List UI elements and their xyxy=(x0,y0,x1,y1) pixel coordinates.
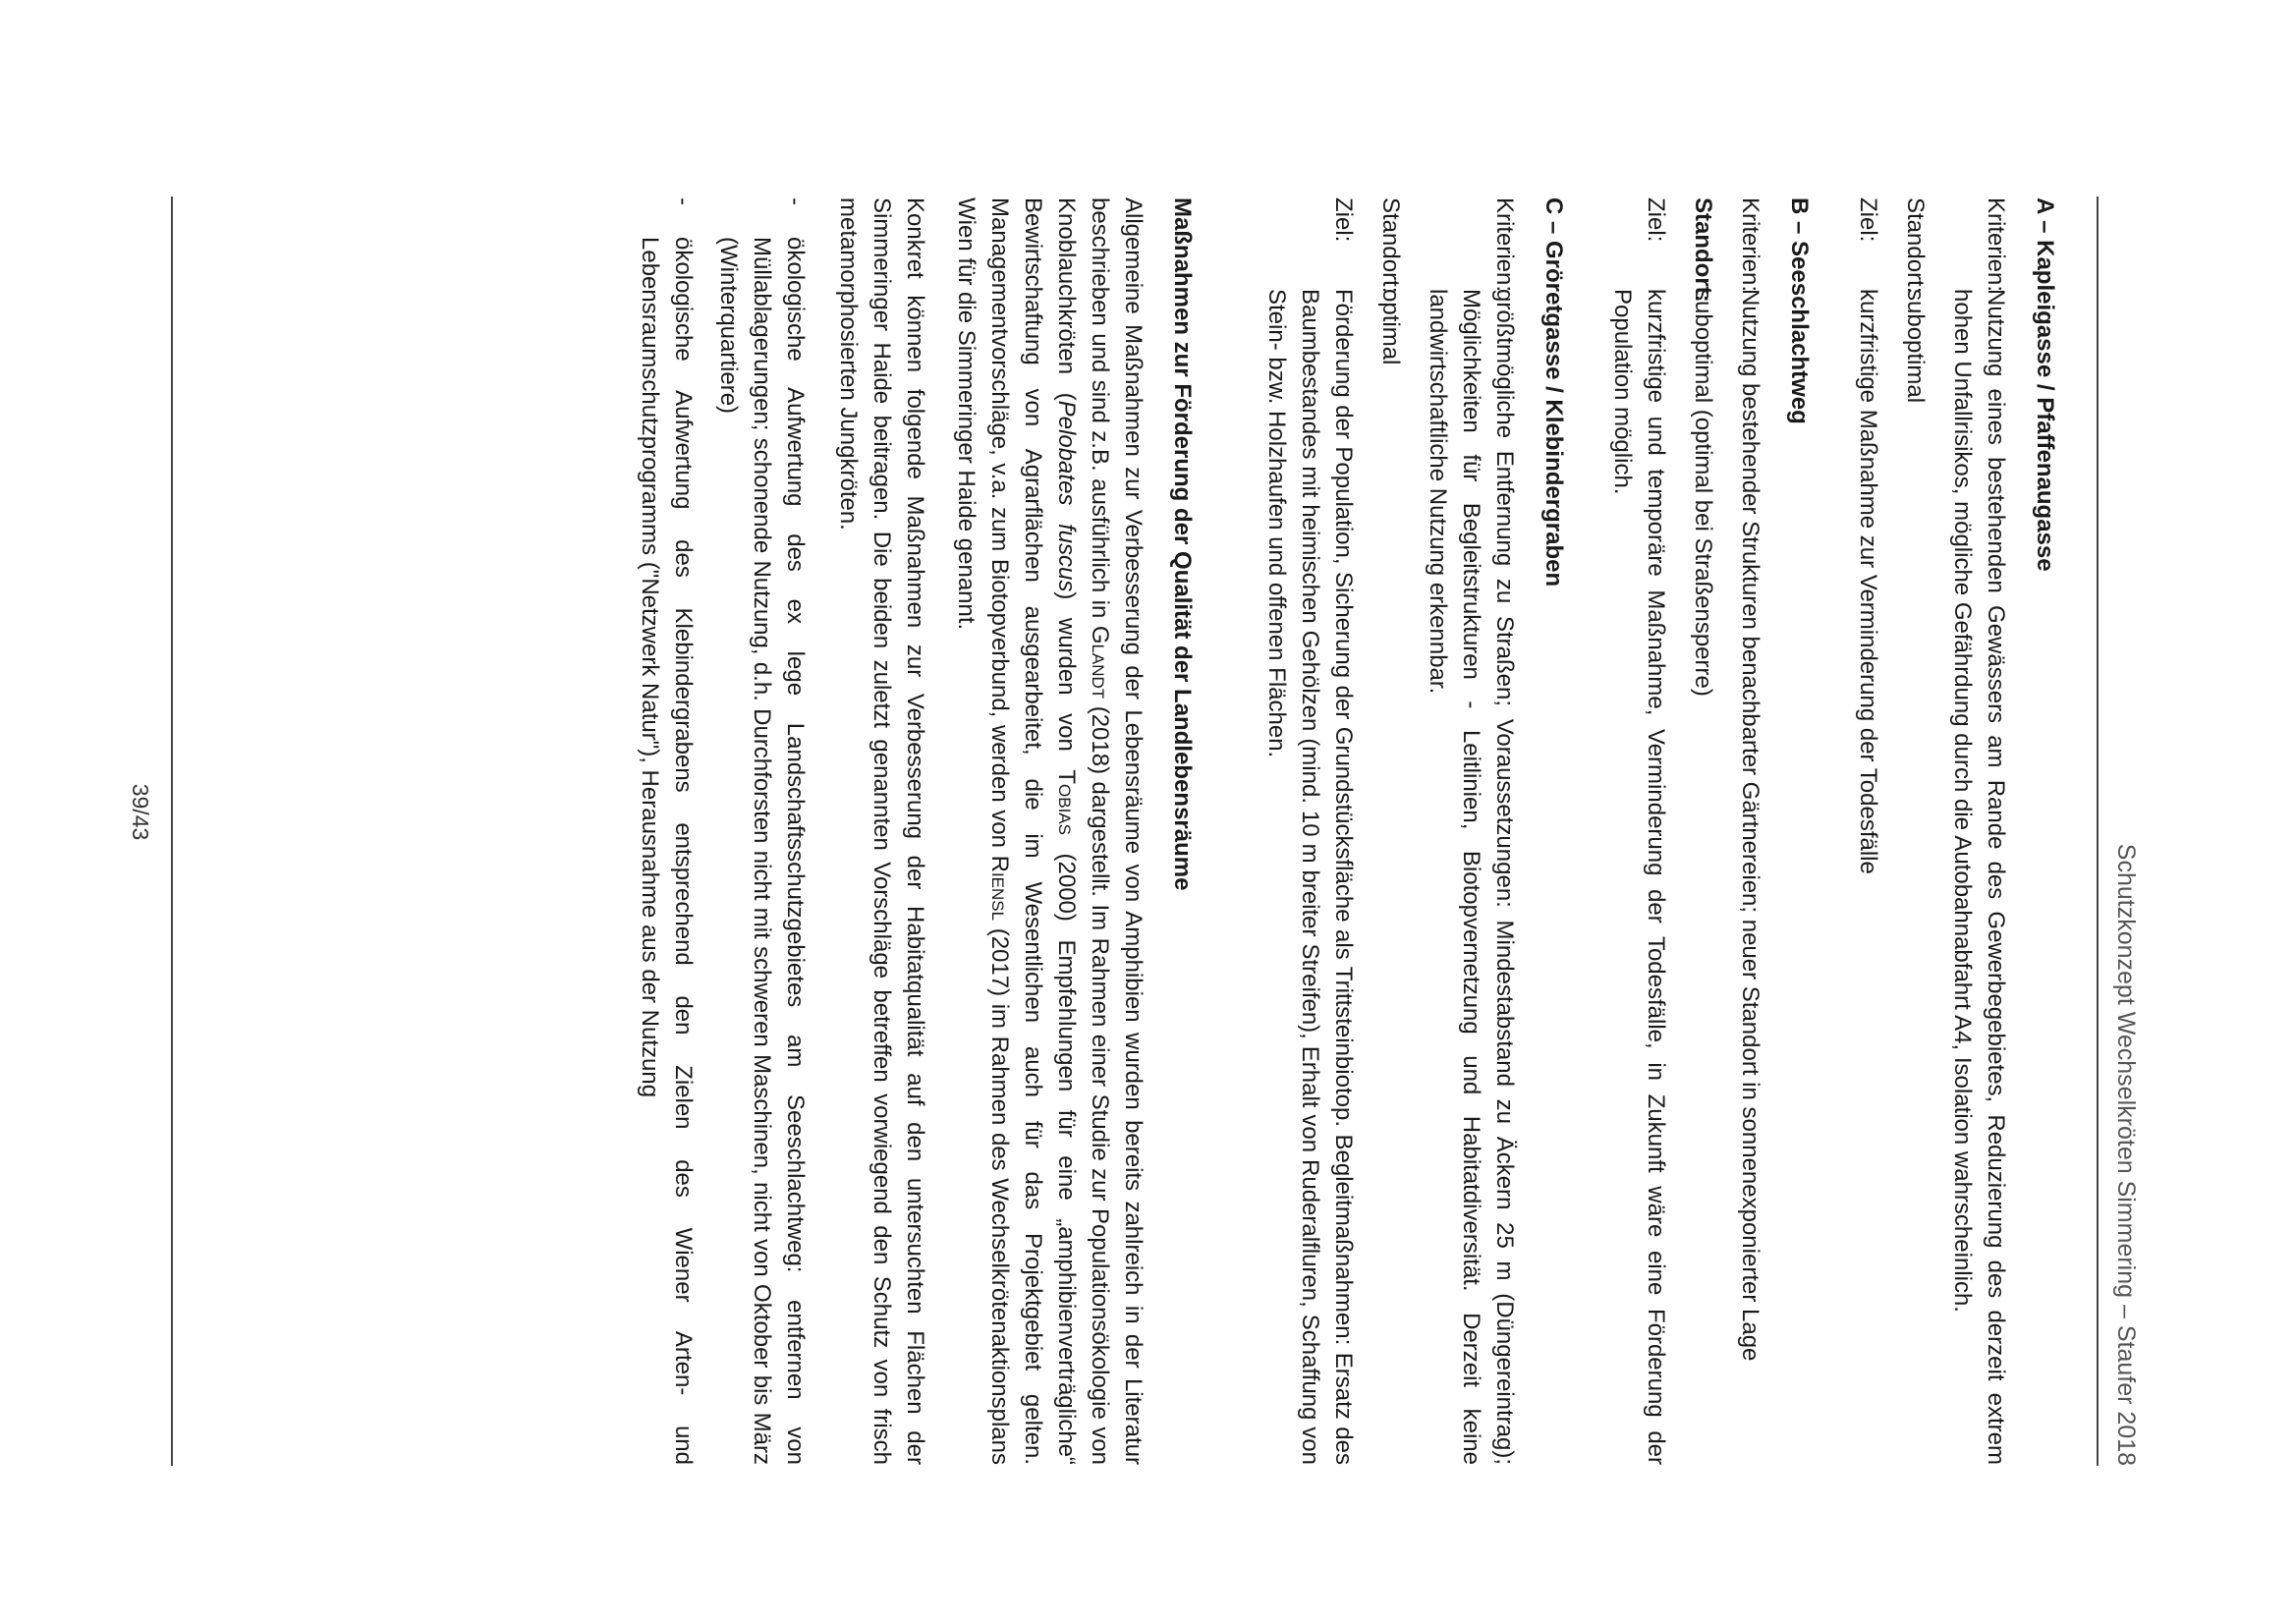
measures-paragraph-1 xyxy=(949,197,1149,1465)
text-run: (2017) im Rahmen des Wechselkrötenaktionsplans Wien für die Simmeringer Haide genannt. xyxy=(953,197,1013,1465)
entry-value: Nutzung eines bestehenden Gewässers am Rande des Gewerbegebietes, Reduzierung des derzeit extrem hohen Unfallrisikos, mögliche Gefährdung durch die Autobahnabfahrt A4, Isolation wahrscheinlich. xyxy=(1949,289,2009,1465)
text-run: Allgemeine Maßnahmen zur Verbesserung der Lebensräume von Amphibien wurden bereits zahlreich in der Literatur beschrieben und sind z.B. ausführlich in xyxy=(1087,197,1147,1465)
entry-value: größtmögliche Entfernung zu Straßen; Voraussetzungen: Mindestabstand zu Äckern 25 m (Düngereintrag); Möglichkeiten für Begleitstrukturen - Leitlinien, Biotopvernetzung und Habitatdiversität. Derzeit keine landwirtschaftliche Nutzung erkennbar. xyxy=(1425,289,1518,1465)
entry-label: Kriterien: xyxy=(1983,197,2009,293)
running-header: Schutzkonzept Wechselkröten Simmering – Staufer 2018 xyxy=(2112,843,2140,1466)
entry-label: Kriterien: xyxy=(1491,197,1518,293)
page-number: 39/43 xyxy=(128,783,153,841)
page-content xyxy=(633,197,2061,1465)
entry-label: Ziel: xyxy=(1855,197,1881,243)
text-run: (2000) Empfehlungen für eine „amphibienverträgliche“ Bewirtschaftung von Agrarflächen ausgearbeitet, die im Wesentlichen auch für das Projektgebiet gelten. Managementvorschläge, v.a. zum Biotopverbund, werden von xyxy=(986,197,1080,1466)
species-name: Pelobates fuscus xyxy=(1053,400,1080,592)
author-glandt: Glandt xyxy=(1087,625,1113,700)
measures-bullet-list xyxy=(633,197,812,1465)
entry-a-kriterien xyxy=(1945,197,2012,1465)
entry-label: Ziel: xyxy=(1330,197,1357,243)
entry-b-standort xyxy=(1686,197,1719,1465)
header-rule xyxy=(2097,196,2099,1466)
list-item xyxy=(633,197,700,1465)
entry-value: kurzfristige und temporäre Maßnahme, Verminderung der Todesfälle, in Zukunft wäre eine Förderung der Population möglich. xyxy=(1609,289,1669,1465)
entry-label: Standort: xyxy=(1377,197,1404,294)
entry-label: Standort: xyxy=(1690,197,1716,303)
text-run: ) wurden von xyxy=(1053,591,1080,770)
entry-value: Nutzung bestehender Strukturen benachbarter Gärtnereien; neuer Standort in sonnenexponierter Lage xyxy=(1737,289,1763,1362)
entry-value: suboptimal (optimal bei Straßensperre) xyxy=(1690,289,1716,697)
bullet-text: ökologische Aufwertung des Klebindergrabens entsprechend den Zielen des Wiener Arten- und Lebensraumschutzprogramms ("Netzwerk Natur"), Herausnahme aus der Nutzung xyxy=(637,237,697,1465)
measures-paragraph-2: Konkret können folgende Maßnahmen zur Verbesserung der Habitatqualität auf den untersuchten Flächen der Simmeringer Haide beitragen. Die beiden zuletzt genannten Vorschläge betreffen vorwiegend den Schutz von frisch metamorphosierten Jungkröten. xyxy=(835,197,928,1465)
entry-a-ziel xyxy=(1851,197,1884,1465)
bullet-text: ökologische Aufwertung des ex lege Landschaftsschutzgebietes am Seeschlachtweg: entfernen von Müllablagerungen; schonende Nutzung, d.h. Durchforsten nicht mit schweren Maschinen, nicht von Oktober bis März (Winterquartiere) xyxy=(715,237,809,1465)
entry-a-standort xyxy=(1898,197,1931,1465)
footer-rule xyxy=(171,196,173,1466)
entry-value: Förderung der Population, Sicherung der Grundstücksfläche als Trittsteinbiotop. Begleitmaßnahmen: Ersatz des Baumbestandes mit heimischen Gehölzen (mind. 10 m breiter Streifen), Erhalt von Ruderalfluren, Schaffung von Stein- bzw. Holzhaufen und offenen Flächen. xyxy=(1263,289,1357,1465)
author-tobias: Tobias xyxy=(1053,769,1080,835)
entry-label: Kriterien: xyxy=(1737,197,1763,293)
entry-c-ziel xyxy=(1259,197,1360,1465)
entry-label: Ziel: xyxy=(1643,197,1669,243)
bullet-marker: - xyxy=(782,197,809,205)
section-heading-c: C – Gröretgasse / Klebindergraben xyxy=(1540,197,1567,588)
author-riensl: Riensl xyxy=(986,855,1013,922)
entry-value: suboptimal xyxy=(1902,289,1929,404)
section-heading-measures: Maßnahmen zur Förderung der Qualität der Landlebensräume xyxy=(1169,197,1196,891)
bullet-marker: - xyxy=(670,197,697,205)
entry-b-ziel xyxy=(1605,197,1672,1465)
entry-c-kriterien xyxy=(1421,197,1521,1465)
entry-c-standort xyxy=(1373,197,1407,1465)
entry-value: kurzfristige Maßnahme zur Verminderung der Todesfälle xyxy=(1855,289,1881,874)
entry-b-kriterien xyxy=(1733,197,1766,1465)
entry-value: optimal xyxy=(1377,289,1404,365)
section-heading-b: B – Seeschlachtweg xyxy=(1786,197,1813,424)
entry-label: Standort: xyxy=(1902,197,1929,294)
text-run: (2018) dargestellt. Im Rahmen einer Studie zur Populationsökologie von Knoblauchkröten ( xyxy=(1053,197,1113,1465)
list-item xyxy=(711,197,812,1465)
section-heading-a: A – Kapleigasse / Pfaffenaugasse xyxy=(2032,197,2058,572)
